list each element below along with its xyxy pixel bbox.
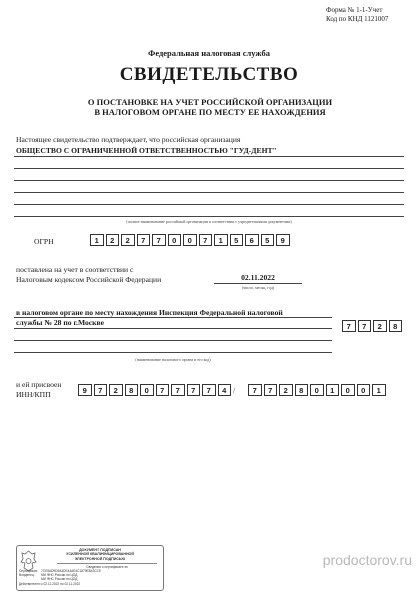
tax-office-caption: (наименование налогового органа и его код) [135, 357, 211, 362]
ogrn-digit-cell: 5 [230, 234, 244, 246]
tax-office-code-digit-cell: 7 [342, 320, 356, 332]
knd-code: Код по КНД 1121007 [326, 15, 389, 23]
stamp-row-key: Действителен: [19, 581, 41, 586]
tax-line-3 [14, 340, 332, 341]
tax-office-code-digit-cell: 8 [389, 320, 403, 332]
form-number: Форма № 1-1-Учет [326, 6, 383, 14]
org-line-6 [14, 216, 404, 217]
stamp-row-value: с 02.11.2022 по 02.11.2022 [41, 581, 81, 586]
certify-intro: Настоящее свидетельство подтверждает, что российская организация [16, 135, 241, 144]
inn-digit-cell: 7 [94, 384, 108, 396]
stamp-row [19, 582, 161, 586]
ogrn-digit-cell: 2 [106, 234, 120, 246]
stamp-row-value: 7CE5AD9D5A4DE44AE4C1879EB43CCE [41, 569, 102, 573]
assigned-label: и ей присвоен [16, 380, 62, 389]
kpp-digit-cell: 1 [326, 384, 340, 396]
org-line-1 [14, 156, 404, 157]
kpp-digit-cell: 7 [264, 384, 278, 396]
stamp-heading-line-2: УСИЛЕННОЙ КВАЛИФИЦИРОВАННОЙ [66, 552, 134, 557]
stamp-heading-line-3: ЭЛЕКТРОННОЙ ПОДПИСЬЮ [74, 556, 126, 561]
kpp-cells [248, 384, 388, 396]
subtitle-line-1: О ПОСТАНОВКЕ НА УЧЕТ РОССИЙСКОЙ ОРГАНИЗАЦИИ [87, 97, 333, 107]
kpp-digit-cell: 0 [310, 384, 324, 396]
stamp-details [19, 569, 161, 586]
kpp-digit-cell: 0 [341, 384, 355, 396]
organization-name: ОБЩЕСТВО С ОГРАНИЧЕННОЙ ОТВЕТСТВЕННОСТЬЮ "ГУД-ДЕНТ" [16, 146, 277, 155]
stamp-heading-line-1: ДОКУМЕНТ ПОДПИСАН [79, 548, 121, 552]
org-line-3 [14, 180, 404, 181]
inn-kpp-separator: / [233, 386, 236, 395]
document-subtitle [60, 97, 360, 117]
stamp-row-key: Владелец: [19, 573, 35, 578]
ogrn-digit-cell: 0 [168, 234, 182, 246]
date-line [214, 283, 302, 284]
tax-line-1 [14, 317, 332, 318]
electronic-signature-stamp [16, 545, 164, 591]
inn-digit-cell: 4 [218, 384, 232, 396]
stamp-row-value: МИ ФНС России по ЦОД [41, 573, 78, 578]
inn-cells [78, 384, 236, 396]
org-caption: (полное наименование российской организации в соответствии с учредительными документами) [126, 219, 292, 224]
kpp-digit-cell: 2 [279, 384, 293, 396]
subtitle-line-2: В НАЛОГОВОМ ОРГАНЕ ПО МЕСТУ ЕЕ НАХОЖДЕНИЯ [94, 107, 326, 117]
registration-basis-line-1: поставлена на учет в соответствии с [16, 265, 134, 274]
inn-digit-cell: 7 [187, 384, 201, 396]
tax-office-code-cells [342, 320, 404, 332]
org-line-2 [14, 168, 404, 169]
ogrn-digit-cell: 6 [245, 234, 259, 246]
kpp-digit-cell: 7 [248, 384, 262, 396]
registration-date: 02.11.2022 [241, 273, 275, 282]
tax-line-2 [14, 328, 332, 329]
inn-digit-cell: 9 [78, 384, 92, 396]
inn-digit-cell: 0 [140, 384, 154, 396]
inn-digit-cell: 8 [125, 384, 139, 396]
stamp-certificate-caption: Сведения о сертификате эп [57, 563, 157, 569]
tax-office-code-digit-cell: 7 [358, 320, 372, 332]
tax-office-line-1: в налоговом органе по месту нахождения Инспекция Федеральной налоговой [16, 308, 283, 317]
document-title: СВИДЕТЕЛЬСТВО [119, 64, 299, 85]
stamp-row-value: МИ ФНС России по ЦОД [41, 577, 78, 582]
ogrn-digit-cell: 1 [214, 234, 228, 246]
tax-line-4 [14, 352, 332, 353]
kpp-digit-cell: 1 [372, 384, 386, 396]
stamp-row-key: Сертификат: [19, 569, 38, 573]
ogrn-digit-cell: 7 [137, 234, 151, 246]
tax-office-line-2: службы № 28 по г.Москве [16, 318, 105, 327]
watermark: prodoctorov.ru [322, 552, 412, 568]
inn-kpp-label: ИНН/КПП [16, 390, 51, 399]
inn-digit-cell: 7 [202, 384, 216, 396]
registration-basis-line-2: Налоговым кодексом Российской Федерации [16, 275, 162, 284]
ogrn-digit-cell: 5 [261, 234, 275, 246]
stamp-heading [39, 548, 161, 561]
inn-digit-cell: 7 [156, 384, 170, 396]
ogrn-digit-cell: 9 [276, 234, 290, 246]
ogrn-digit-cell: 7 [199, 234, 213, 246]
issuing-authority: Федеральная налоговая служба [148, 48, 270, 58]
org-line-5 [14, 204, 404, 205]
date-caption: (число, месяц, год) [241, 285, 275, 290]
ogrn-digit-cell: 1 [90, 234, 104, 246]
ogrn-digit-cell: 0 [183, 234, 197, 246]
ogrn-digit-cell: 2 [121, 234, 135, 246]
kpp-digit-cell: 0 [357, 384, 371, 396]
org-line-4 [14, 192, 404, 193]
kpp-digit-cell: 8 [295, 384, 309, 396]
ogrn-label: ОГРН [34, 237, 54, 246]
form-code [326, 6, 406, 24]
ogrn-cells [90, 234, 292, 246]
ogrn-digit-cell: 7 [152, 234, 166, 246]
inn-digit-cell: 7 [171, 384, 185, 396]
inn-digit-cell: 2 [109, 384, 123, 396]
tax-office-code-digit-cell: 2 [373, 320, 387, 332]
